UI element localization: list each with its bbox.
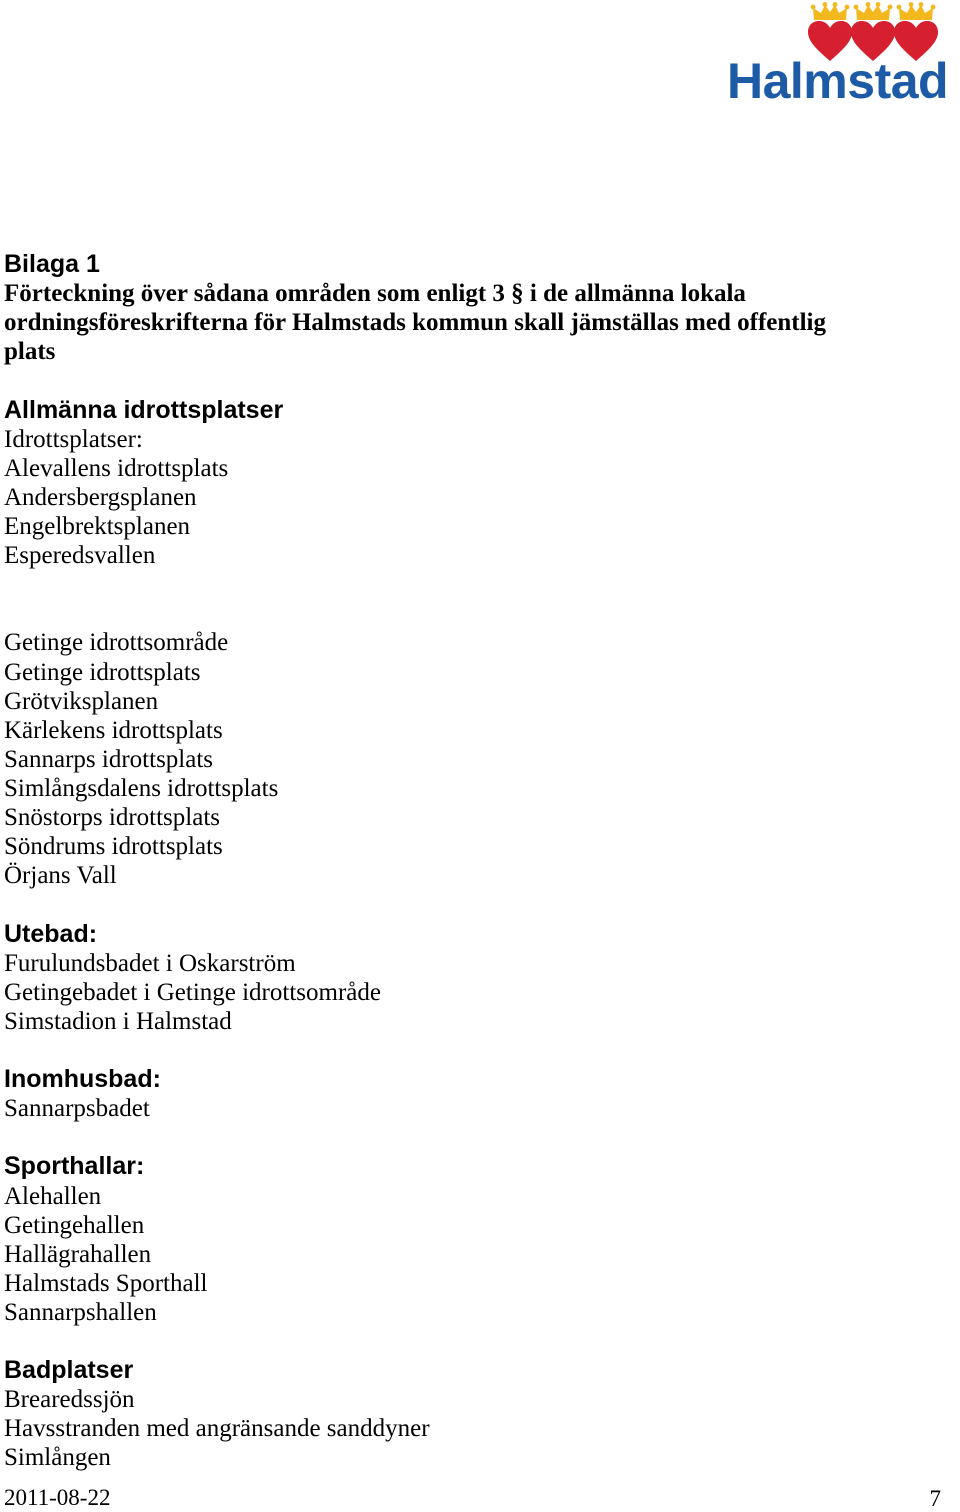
section-heading: Allmänna idrottsplatser — [4, 395, 284, 424]
section-subheading: Idrottsplatser: — [4, 425, 143, 453]
list-item: Grötviksplanen — [4, 687, 159, 715]
crown-icon — [854, 2, 893, 20]
intro-line: Förteckning över sådana områden som enligt 3 § i de allmänna lokala — [4, 280, 746, 308]
list-item: Kärlekens idrottsplats — [4, 716, 223, 744]
crown-icon — [811, 2, 850, 20]
list-item: Furulundsbadet i Oskarström — [4, 949, 296, 977]
list-item: Halmstads Sporthall — [4, 1269, 208, 1297]
list-item: Örjans Vall — [4, 862, 117, 890]
spacer — [4, 366, 954, 395]
list-item: Sannarps idrottsplats — [4, 745, 214, 773]
spacer — [4, 1036, 954, 1065]
list-item: Getingehallen — [4, 1211, 145, 1239]
list-item: Brearedssjön — [4, 1386, 135, 1414]
spacer — [4, 1123, 954, 1152]
list-item: Sannarpsbadet — [4, 1095, 150, 1123]
list-item: Snöstorps idrottsplats — [4, 804, 220, 832]
list-item: Engelbrektsplanen — [4, 512, 191, 540]
section-heading: Badplatser — [4, 1356, 134, 1385]
section-heading: Inomhusbad: — [4, 1065, 161, 1094]
footer-date: 2011-08-22 — [4, 1485, 111, 1510]
list-item: Getinge idrottsområde — [4, 629, 229, 657]
list-item: Söndrums idrottsplats — [4, 833, 223, 861]
list-item: Sannarpshallen — [4, 1298, 157, 1326]
list-item: Alevallens idrottsplats — [4, 454, 229, 482]
section-heading: Utebad: — [4, 919, 98, 948]
list-item: Getinge idrottsplats — [4, 658, 201, 686]
list-item: Alehallen — [4, 1182, 102, 1210]
list-item: Hallägrahallen — [4, 1240, 152, 1268]
document-body — [4, 250, 954, 1473]
list-item: Andersbergsplanen — [4, 483, 197, 511]
list-item: Simlången — [4, 1444, 111, 1472]
intro-line: plats — [4, 338, 56, 366]
list-item: Simlångsdalens idrottsplats — [4, 774, 279, 802]
spacer — [4, 599, 954, 628]
spacer — [4, 570, 954, 599]
spacer — [4, 890, 954, 919]
list-item: Getingebadet i Getinge idrottsområde — [4, 978, 381, 1006]
page-number: 7 — [929, 1486, 941, 1511]
list-item: Simstadion i Halmstad — [4, 1007, 232, 1035]
crown-icon — [897, 2, 936, 20]
logo-wordmark: Halmstad — [727, 53, 949, 109]
halmstad-logo — [725, 0, 960, 109]
spacer — [4, 1327, 954, 1356]
appendix-title: Bilaga 1 — [4, 250, 100, 278]
section-heading: Sporthallar: — [4, 1152, 145, 1181]
list-item: Esperedsvallen — [4, 542, 156, 570]
intro-line: ordningsföreskrifterna för Halmstads kommun skall jämställas med offentlig — [4, 309, 826, 337]
list-item: Havsstranden med angränsande sanddyner — [4, 1415, 430, 1443]
